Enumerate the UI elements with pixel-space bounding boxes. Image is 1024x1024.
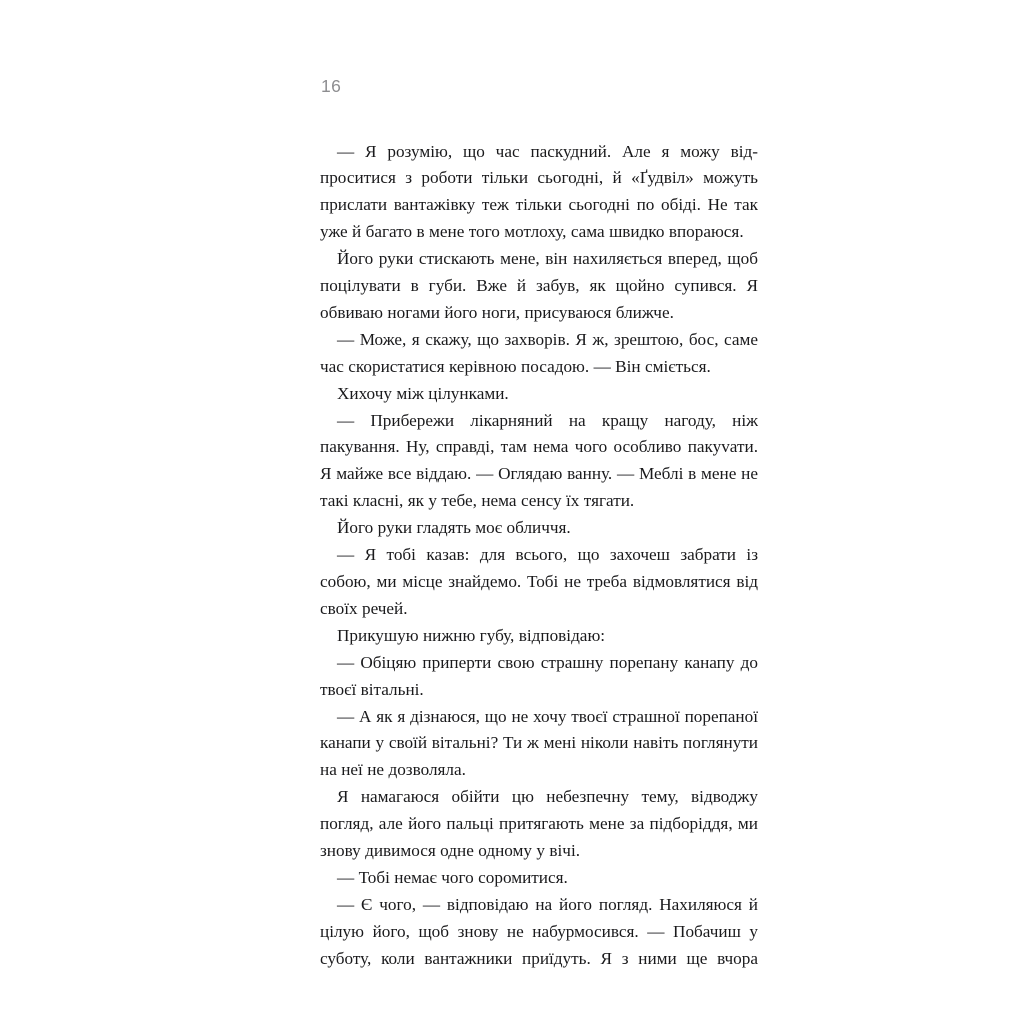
- paragraph: Його руки стискають мене, він нахиляється вперед, щоб поцілувати в губи. Вже й забув, як щойно супився. Я обвиваю ногами його ноги, присуваюся ближче.: [320, 249, 758, 322]
- paragraph: — Прибережи лікарняний на кращу нагоду, ніж пакування. Ну, справді, там нема чого особливо пакуvати. Я майже все віддаю. — Оглядаю ванну. — Меблі в мене не такі класні, як у тебе, нема сенсу їх тягати.: [320, 410, 758, 511]
- text-block: [320, 78, 758, 973]
- paragraph: — Тобі немає чого соромитися.: [337, 867, 568, 887]
- paragraph: — Є чого, — відповідаю на його погляд. Нахиляюся й цілую його, щоб знову не набурмосився. — Побачиш у суботу, коли вантажники приїдуть. Я з ними ще вчора: [320, 894, 758, 968]
- paragraph: Хихочу між цілунками.: [337, 383, 509, 403]
- paragraph: Прикушую нижню губу, відповідаю:: [337, 625, 606, 645]
- paragraph: — А як я дізнаюся, що не хочу твоєї страшної порепаної канапи у своїй вітальні? Ти ж мені ніколи навіть поглянути на неї не дозволяла.: [320, 706, 758, 780]
- paragraph: Його руки гладять моє обличчя.: [337, 518, 571, 538]
- paragraph: — Я розумію, що час паскудний. Але я можу відпроситися з роботи тільки сьогодні, й «Ґудвіл» можуть прислати вантажівку теж тільки сьогодні по обіді. Не так уже й багато в мене того мотлоху, сама швидко впораюся.: [320, 141, 758, 242]
- body-text: [320, 139, 758, 973]
- paragraph: — Може, я скажу, що захворів. Я ж, зрештою, бос, саме час скористатися керівною посадою. — Він сміється.: [320, 329, 758, 376]
- paragraph: — Обіцяю приперти свою страшну порепану канапу до твоєї вітальні.: [320, 652, 758, 699]
- paragraph: — Я тобі казав: для всього, що захочеш забрати із собою, ми місце знайдемо. Тобі не треба відмовлятися від своїх речей.: [320, 545, 758, 618]
- paragraph: Я намагаюся обійти цю небезпечну тему, відводжу погляд, але його пальці притягають мене за підборіддя, ми знову дивимося одне одному у вічі.: [320, 787, 758, 861]
- page-number: 16: [321, 76, 342, 96]
